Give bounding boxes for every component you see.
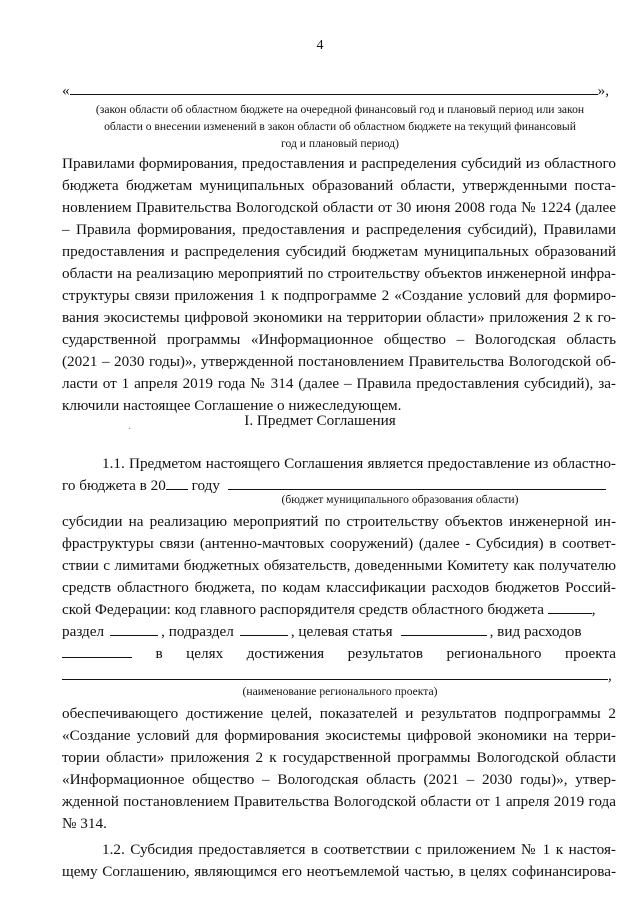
preamble-line: (2021 – 2030 годы)», утвержденной постановлением Правительства Вологодской об- [62, 353, 616, 370]
preamble-line: сударственной программы «Информационное общество – Вологодская область [62, 331, 616, 348]
project-comma: , [608, 667, 612, 684]
clause-1-2-line-2: щему Соглашению, являющимся его неотъемлемой частью, в целях софинансирова- [62, 863, 616, 880]
law-name-field [62, 80, 616, 102]
municipal-budget-note: (бюджет муниципального образования области) [281, 493, 519, 506]
type-blank[interactable] [62, 643, 132, 658]
clause-1-1-line-1: 1.1. Предметом настоящего Соглашения является предоставление из областно- [102, 455, 616, 472]
preamble-line: новлением Правительства Вологодской области от 30 июня 2008 года № 1224 (далее [62, 199, 616, 216]
open-quote: « [62, 82, 70, 99]
clause-1-1-line: фраструктуры связи (антенно-мачтовых сооружений) (далее - Субсидия) в соответ- [62, 535, 616, 552]
subsection-blank[interactable] [240, 621, 288, 636]
target-label: , целевая статья [290, 623, 393, 640]
goal-word: в [155, 645, 163, 662]
municipal-budget-blank[interactable] [228, 475, 606, 490]
clause-1-2-line-1: 1.2. Субсидия предоставляется в соответствии с приложением № 1 к настоя- [102, 841, 616, 858]
year-blank[interactable] [166, 475, 188, 490]
admin-code-line [62, 599, 616, 621]
clause-1-1-line: субсидии на реализацию мероприятий по строительству объектов инженерной ин- [62, 513, 616, 530]
project-name-blank[interactable] [62, 665, 608, 680]
law-note-line-2: области о внесении изменений в закон области об областном бюджете на текущий финансовый [104, 120, 576, 133]
clause-1-1-after-line: обеспечивающего достижение целей, показателей и результатов подпрограммы 2 [62, 705, 616, 722]
clause-1-1-after-line: жденной постановлением Правительства Вологодской области от 1 апреля 2019 года [62, 793, 616, 810]
admin-code-comma: , [591, 601, 596, 618]
admin-code-blank[interactable] [548, 599, 592, 614]
law-name-blank[interactable] [70, 80, 598, 95]
goal-line [62, 643, 616, 665]
project-name-note: (наименование регионального проекта) [242, 685, 438, 698]
clause-1-1-after-line: тории области» приложения 2 к государственной программы Вологодской области [62, 749, 616, 766]
preamble-line: предоставления и распределения субсидий бюджетам муниципальных образований [62, 243, 616, 260]
preamble-line: ласти от 1 апреля 2019 года № 314 (далее – Правила предоставления субсидий), за- [62, 375, 616, 392]
clause-1-1-line: ствии с лимитами бюджетных обязательств, доведенными Комитету как получателю [62, 557, 616, 574]
goal-word: регионального [446, 645, 542, 662]
goal-word: достижения [246, 645, 325, 662]
subsection-label: , подраздел [161, 623, 234, 640]
preamble-line: Правилами формирования, предоставления и распределения субсидий из областного [62, 155, 616, 172]
preamble-line: вания экосистемы цифровой экономики на территории области» приложения 2 к го- [62, 309, 616, 326]
year-suffix: году [187, 477, 220, 494]
year-prefix: го бюджета в 20 [62, 477, 166, 494]
goal-word: результатов [347, 645, 424, 662]
preamble-line: бюджета бюджетам муниципальных образований области, утвержденными поста- [62, 177, 616, 194]
codes-line [62, 621, 616, 643]
law-note-line-1: (закон области об областном бюджете на очередной финансовый год и плановый период или закон [95, 103, 585, 116]
section-label: раздел [62, 623, 105, 640]
law-note-line-3: год и плановый период) [281, 137, 399, 150]
goal-word: целях [186, 645, 224, 662]
close-quote: », [597, 82, 609, 99]
scan-mark: · [128, 424, 132, 435]
clause-1-1-after-line: «Информационное общество – Вологодская область (2021 – 2030 годы)», утвер- [62, 771, 616, 788]
type-label: , вид расходов [489, 623, 582, 640]
clause-1-1-after-last: № 314. [62, 815, 107, 832]
preamble-line: структуры связи приложения 1 к подпрограмме 2 «Создание условий для формиро- [62, 287, 616, 304]
preamble-line: области на реализацию мероприятий по строительству объектов инженерной инфра- [62, 265, 616, 282]
section-blank[interactable] [110, 621, 158, 636]
target-blank[interactable] [401, 621, 487, 636]
admin-code-label: ской Федерации: код главного распорядителя средств областного бюджета [62, 601, 544, 618]
preamble-last-line: ключили настоящее Соглашение о нижеследующем. [62, 397, 402, 414]
page-number: 4 [316, 38, 324, 53]
section-title: I. Предмет Соглашения [244, 412, 396, 429]
preamble-line: – Правила формирования, предоставления и распределения субсидий), Правилами [62, 221, 616, 238]
clause-1-1-line: средств областного бюджета, по кодам классификации расходов бюджетов Россий- [62, 579, 616, 596]
goal-word: проекта [565, 645, 616, 662]
clause-1-1-after-line: «Создание условий для формирования экосистемы цифровой экономики на терри- [62, 727, 616, 744]
